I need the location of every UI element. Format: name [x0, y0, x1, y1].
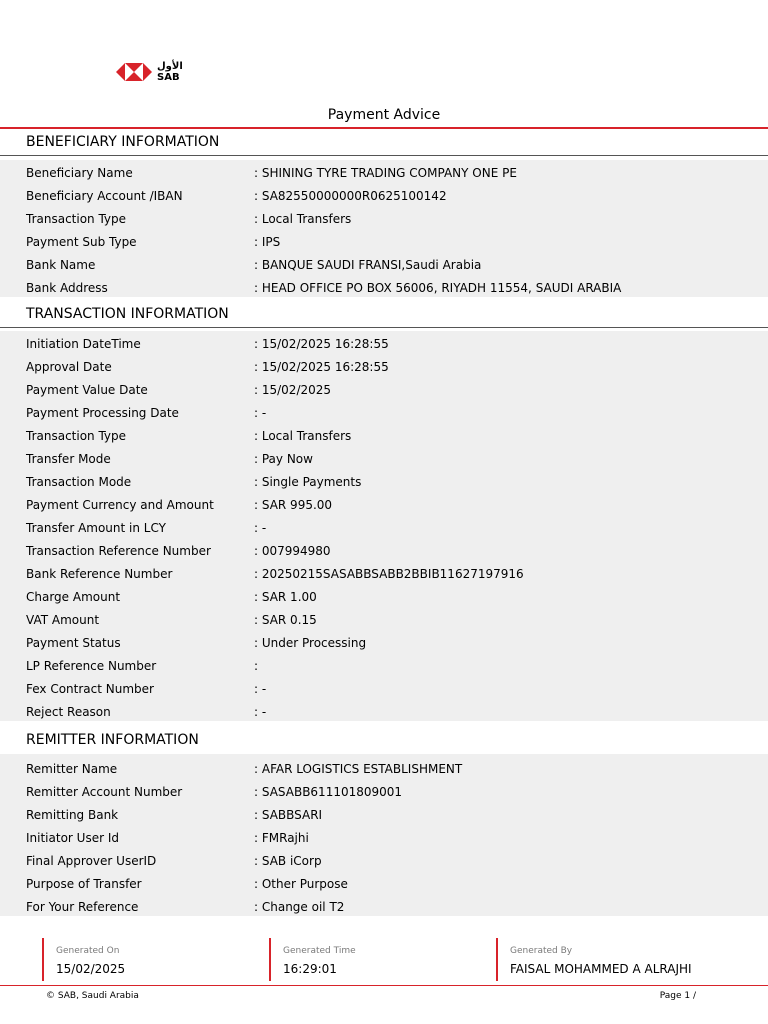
field-label: Purpose of Transfer: [26, 877, 142, 891]
info-row: [0, 656, 768, 676]
field-value: : SAR 1.00: [254, 590, 317, 604]
generated-by-field: [496, 938, 692, 981]
field-value: : Local Transfers: [254, 429, 352, 443]
field-value: : SASABB611101809001: [254, 785, 403, 799]
info-row: [0, 874, 768, 894]
field-label: Approval Date: [26, 360, 112, 374]
generated-time-label: Generated Time: [283, 946, 356, 956]
remitter-info-block: [0, 754, 768, 916]
field-label: Initiator User Id: [26, 831, 119, 845]
field-value: : Single Payments: [254, 475, 362, 489]
field-value: : Under Processing: [254, 636, 367, 650]
info-row: [0, 828, 768, 848]
sab-logo: [116, 61, 196, 85]
field-value: : SAR 0.15: [254, 613, 317, 627]
info-row: [0, 255, 768, 275]
info-row: [0, 610, 768, 630]
field-value: : BANQUE SAUDI FRANSI,Saudi Arabia: [254, 258, 482, 272]
field-label: Charge Amount: [26, 590, 121, 604]
field-label: Remitter Name: [26, 762, 118, 776]
field-label: Payment Currency and Amount: [26, 498, 214, 512]
field-label: Payment Sub Type: [26, 235, 137, 249]
field-value: : -: [254, 705, 267, 719]
field-label: Beneficiary Name: [26, 166, 133, 180]
section-underline: [0, 327, 768, 328]
field-label: Transaction Type: [26, 429, 127, 443]
field-value: : 15/02/2025 16:28:55: [254, 360, 389, 374]
field-label: Payment Value Date: [26, 383, 148, 397]
info-row: [0, 633, 768, 653]
copyright-text: © SAB, Saudi Arabia: [46, 991, 139, 1001]
field-value: : 15/02/2025: [254, 383, 332, 397]
info-row: [0, 851, 768, 871]
field-value: : AFAR LOGISTICS ESTABLISHMENT: [254, 762, 463, 776]
info-row: [0, 232, 768, 252]
field-label: Transaction Mode: [26, 475, 132, 489]
section-divider: [0, 127, 768, 129]
field-label: Payment Processing Date: [26, 406, 179, 420]
section-title-beneficiary: BENEFICIARY INFORMATION: [26, 134, 220, 150]
info-row: [0, 518, 768, 538]
field-label: LP Reference Number: [26, 659, 157, 673]
info-row: [0, 163, 768, 183]
field-label: Initiation DateTime: [26, 337, 141, 351]
field-value: : Pay Now: [254, 452, 313, 466]
field-value: : Change oil T2: [254, 900, 345, 914]
field-label: Transaction Reference Number: [26, 544, 211, 558]
field-label: Transaction Type: [26, 212, 127, 226]
info-row: [0, 702, 768, 722]
field-label: Final Approver UserID: [26, 854, 157, 868]
page-title: Payment Advice: [327, 107, 441, 123]
section-title-remitter: REMITTER INFORMATION: [26, 732, 199, 748]
transaction-info-block: [0, 331, 768, 721]
field-value: : IPS: [254, 235, 281, 249]
info-row: [0, 679, 768, 699]
field-label: Bank Reference Number: [26, 567, 173, 581]
generated-time-field: [269, 938, 356, 981]
info-row: [0, 897, 768, 917]
field-value: : SA82550000000R0625100142: [254, 189, 447, 203]
info-row: [0, 564, 768, 584]
info-row: [0, 380, 768, 400]
field-label: Beneficiary Account /IBAN: [26, 189, 183, 203]
field-value: : Other Purpose: [254, 877, 348, 891]
info-row: [0, 472, 768, 492]
info-row: [0, 357, 768, 377]
beneficiary-info-block: [0, 160, 768, 297]
info-row: [0, 278, 768, 298]
generated-by-value: FAISAL MOHAMMED A ALRAJHI: [510, 962, 692, 976]
field-value: :: [254, 659, 259, 673]
generated-on-value: 15/02/2025: [56, 962, 126, 976]
info-row: [0, 403, 768, 423]
logo-arabic-text: الأول: [157, 61, 183, 72]
info-row: [0, 541, 768, 561]
field-label: Bank Address: [26, 281, 108, 295]
field-label: Transfer Mode: [26, 452, 111, 466]
logo-text: SAB: [157, 72, 180, 83]
field-value: : -: [254, 682, 267, 696]
sab-hexagon-logo-icon: [116, 61, 152, 83]
field-label: Payment Status: [26, 636, 121, 650]
field-value: : SAR 995.00: [254, 498, 333, 512]
info-row: [0, 209, 768, 229]
generated-time-value: 16:29:01: [283, 962, 337, 976]
info-row: [0, 782, 768, 802]
field-value: : SABBSARI: [254, 808, 323, 822]
page-number: Page 1 /: [659, 991, 696, 1001]
generated-on-field: [42, 938, 126, 981]
field-label: Transfer Amount in LCY: [26, 521, 166, 535]
field-label: Remitter Account Number: [26, 785, 183, 799]
info-row: [0, 495, 768, 515]
info-row: [0, 587, 768, 607]
field-label: Fex Contract Number: [26, 682, 154, 696]
field-value: : SAB iCorp: [254, 854, 322, 868]
field-value: : HEAD OFFICE PO BOX 56006, RIYADH 11554, SAUDI ARABIA: [254, 281, 622, 295]
info-row: [0, 334, 768, 354]
footer-divider: [0, 985, 768, 986]
info-row: [0, 759, 768, 779]
field-value: : 007994980: [254, 544, 331, 558]
section-underline: [0, 155, 768, 156]
info-row: [0, 426, 768, 446]
generated-by-label: Generated By: [510, 946, 573, 956]
field-value: : Local Transfers: [254, 212, 352, 226]
section-title-transaction: TRANSACTION INFORMATION: [26, 306, 229, 322]
field-label: Reject Reason: [26, 705, 111, 719]
field-value: : FMRajhi: [254, 831, 309, 845]
generated-on-label: Generated On: [56, 946, 120, 956]
field-value: : 20250215SASABBSABB2BBIB11627197916: [254, 567, 524, 581]
field-value: : 15/02/2025 16:28:55: [254, 337, 389, 351]
field-value: : SHINING TYRE TRADING COMPANY ONE PE: [254, 166, 517, 180]
field-label: VAT Amount: [26, 613, 100, 627]
field-label: Remitting Bank: [26, 808, 119, 822]
field-value: : -: [254, 406, 267, 420]
field-label: Bank Name: [26, 258, 96, 272]
info-row: [0, 805, 768, 825]
field-value: : -: [254, 521, 267, 535]
info-row: [0, 449, 768, 469]
info-row: [0, 186, 768, 206]
field-label: For Your Reference: [26, 900, 139, 914]
